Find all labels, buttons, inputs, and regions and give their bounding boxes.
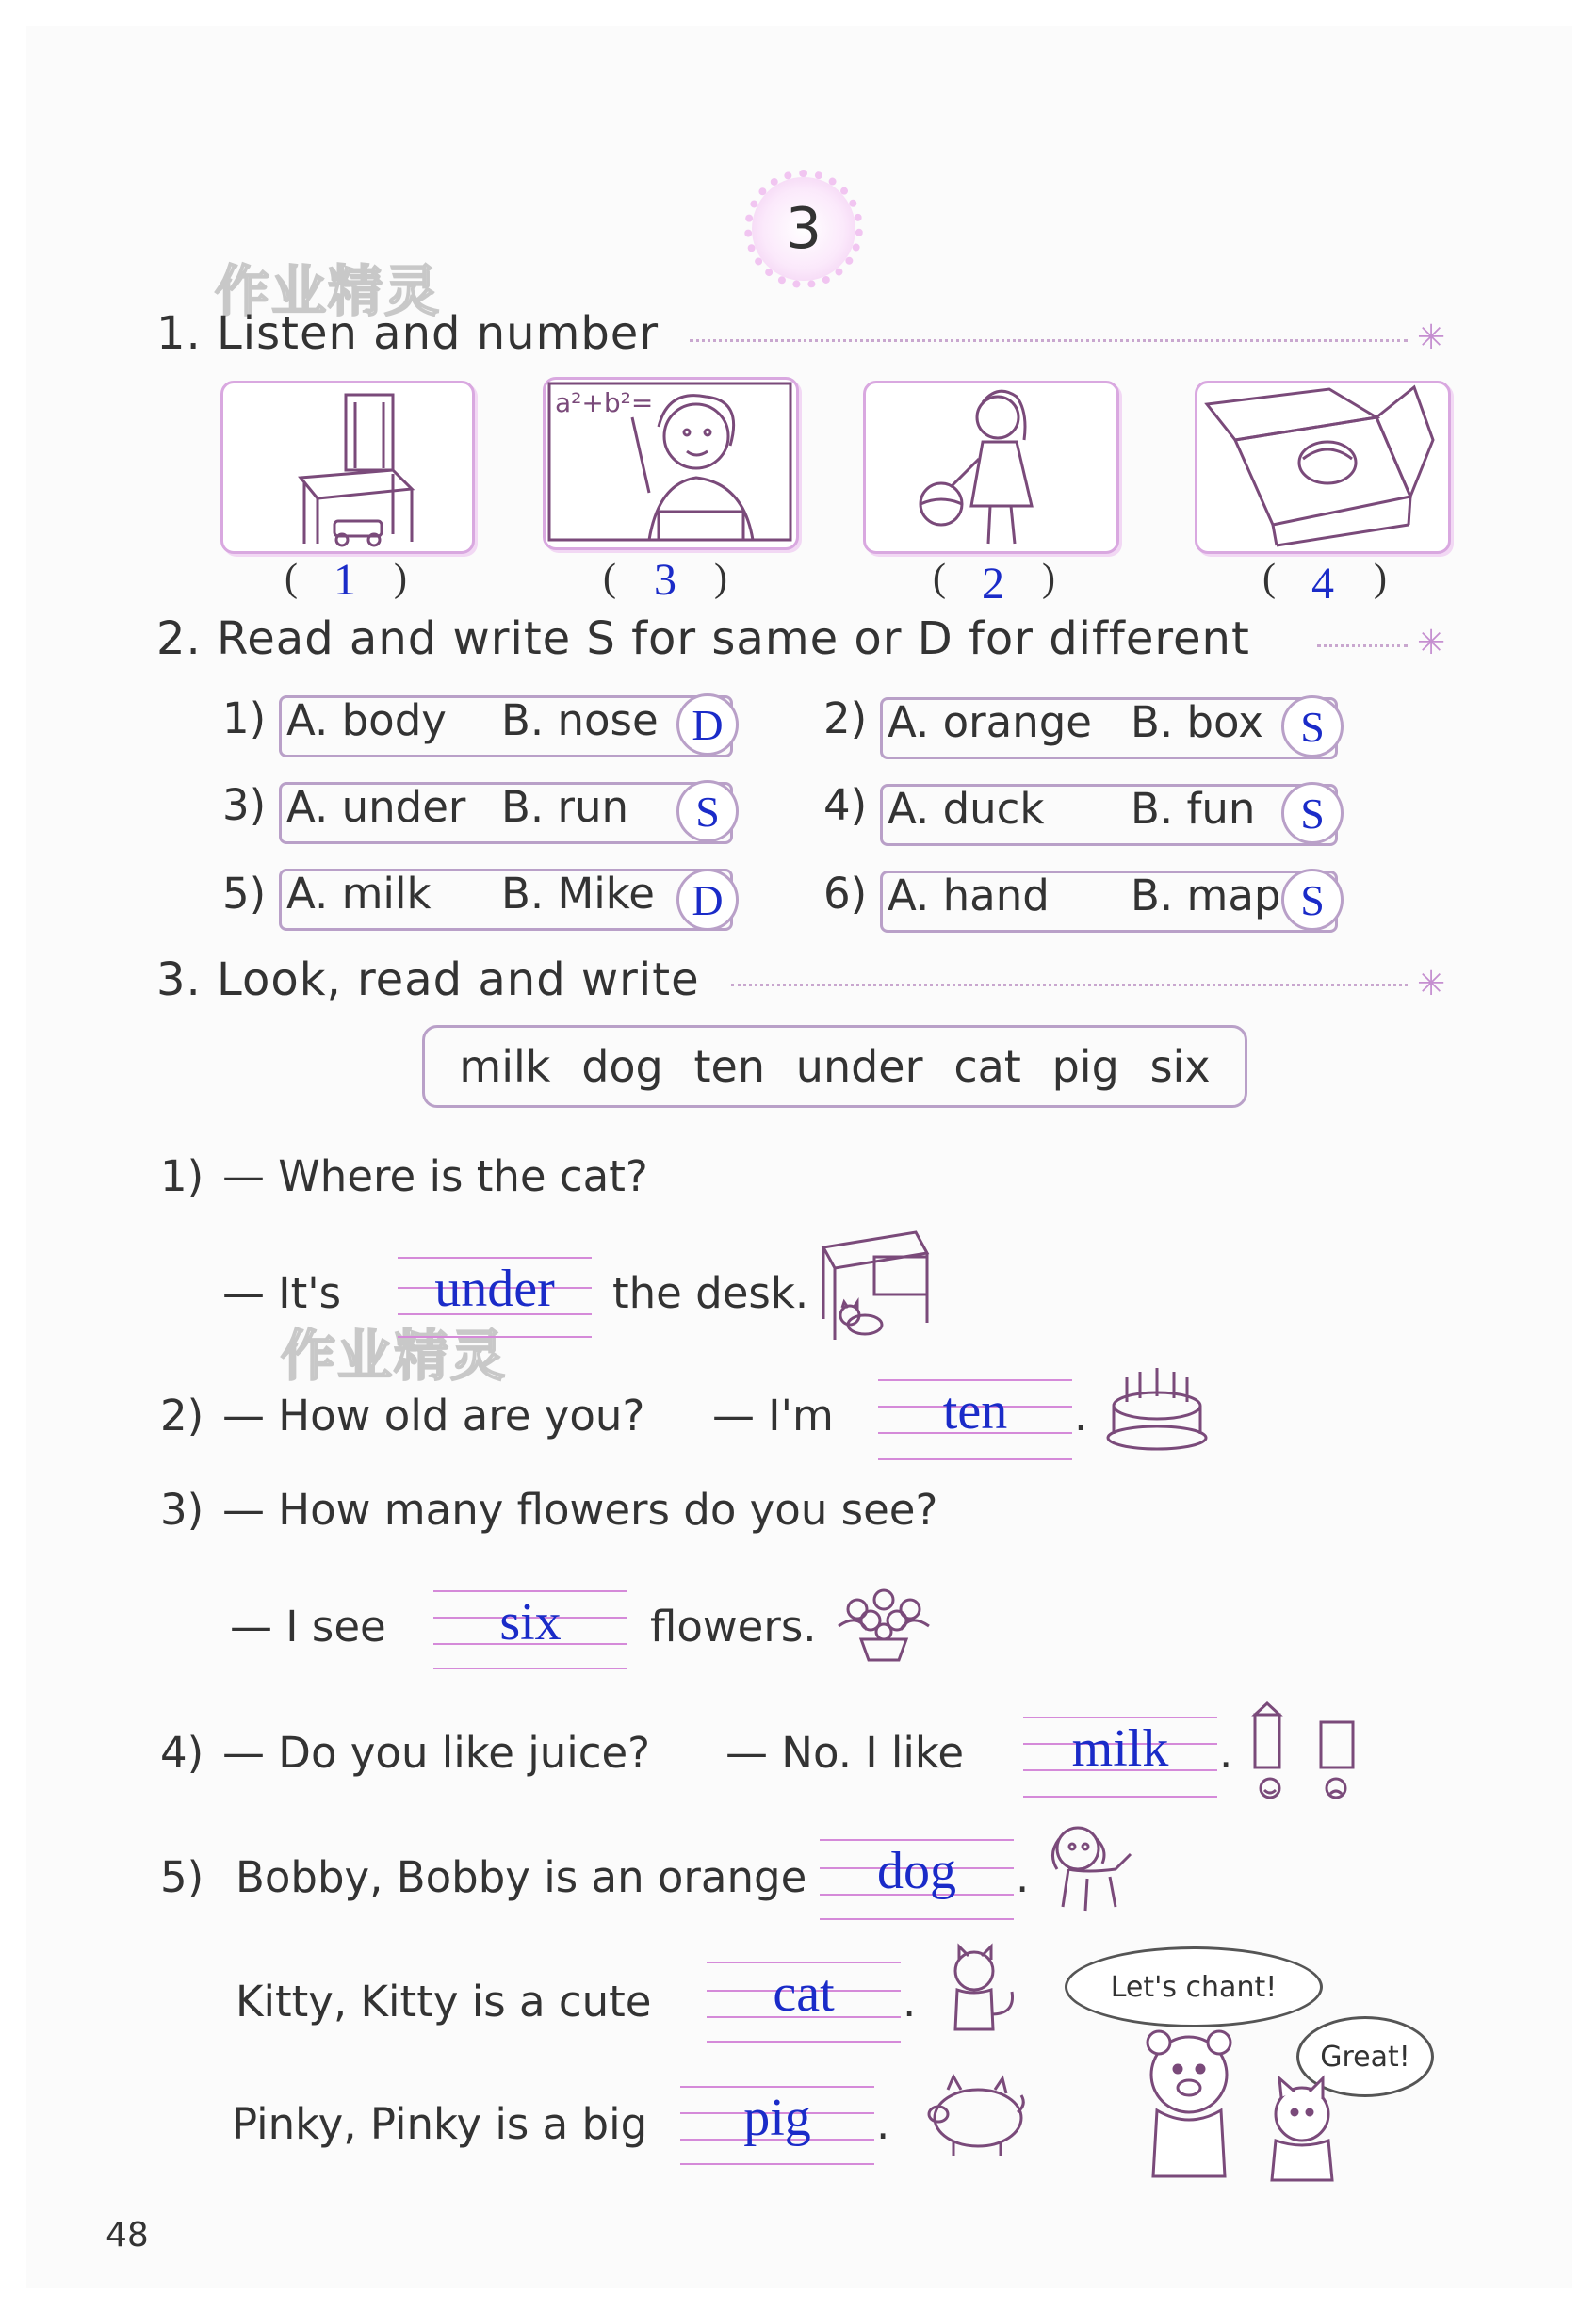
paren-close: )	[714, 557, 727, 600]
cat-icon	[936, 1939, 1031, 2043]
chair-picture	[220, 381, 475, 554]
mascots-picture	[1134, 2026, 1379, 2190]
teacher-picture	[543, 377, 799, 550]
question-number: 1)	[160, 1151, 204, 1201]
paren-open: (	[603, 557, 616, 600]
pig-icon	[916, 2067, 1029, 2161]
question-number: 5)	[160, 1852, 204, 1902]
item-number: 2)	[823, 693, 868, 743]
choice-b: B. map	[1131, 871, 1281, 920]
chant-line-2: Kitty, Kitty is a cute	[236, 1977, 652, 2027]
paren-open: (	[285, 557, 298, 600]
divider-dots	[690, 339, 1408, 342]
answer-blank: milk	[1071, 1719, 1169, 1778]
answer-circle: S	[676, 780, 739, 842]
answer-circle: S	[1281, 695, 1344, 757]
cake-picture	[1104, 1359, 1210, 1457]
word-bank-item: ten	[693, 1041, 766, 1092]
choice-b: B. Mike	[501, 869, 655, 919]
question-number: 4)	[160, 1728, 204, 1778]
star-icon: ✳	[1417, 318, 1446, 357]
bear-mascot-icon	[1134, 2026, 1379, 2186]
speech-bubble-chant: Let's chant!	[1065, 1946, 1323, 2027]
box-picture	[1195, 381, 1451, 554]
answer-picture-4: 4	[1311, 559, 1334, 609]
answer-circle: S	[1281, 782, 1344, 844]
answer-circle: S	[1281, 869, 1344, 931]
choice-b: B. box	[1131, 697, 1263, 747]
section-1-title: 1. Listen and number	[156, 307, 660, 360]
chair-icon	[223, 383, 472, 551]
answer-blank: dog	[877, 1842, 956, 1900]
word-bank-item: dog	[581, 1041, 663, 1092]
answer-blank: pig	[743, 2089, 811, 2147]
choice-a: A. duck	[888, 784, 1045, 834]
paren-close: )	[394, 557, 407, 600]
star-icon: ✳	[1417, 624, 1446, 662]
writing-line	[433, 1668, 627, 1669]
writing-line	[707, 2041, 901, 2043]
answer-prefix: — I'm	[712, 1391, 834, 1441]
unit-badge	[752, 177, 855, 281]
milk-juice-picture	[1249, 1701, 1362, 1809]
answer-suffix: the desk.	[612, 1268, 809, 1318]
answer-circle: D	[676, 693, 739, 756]
choice-a: A. body	[286, 695, 447, 745]
divider-dots	[1317, 644, 1408, 647]
word-bank-item: pig	[1051, 1041, 1119, 1092]
birthday-cake-icon	[1104, 1359, 1210, 1453]
choice-a: A. hand	[888, 871, 1050, 920]
choice-b: B. run	[501, 782, 629, 832]
writing-line	[398, 1336, 592, 1338]
item-number: 4)	[823, 780, 868, 830]
choice-a: A. milk	[286, 869, 432, 919]
choice-b: B. nose	[501, 695, 659, 745]
item-number: 3)	[222, 780, 267, 830]
paren-open: (	[1262, 557, 1276, 600]
dog-icon	[1040, 1816, 1144, 1920]
writing-line	[680, 2163, 874, 2165]
word-bank-item: cat	[953, 1041, 1021, 1092]
answer-circle: D	[676, 869, 739, 931]
answer-prefix: — It's	[222, 1268, 342, 1318]
item-number: 1)	[222, 693, 267, 743]
cat-picture	[936, 1939, 1031, 2046]
choice-a: A. under	[286, 782, 466, 832]
answer-picture-3: 2	[982, 559, 1004, 609]
word-bank-item: milk	[459, 1041, 551, 1092]
answer-picture-1: 1	[334, 555, 356, 605]
question-text: — How many flowers do you see?	[222, 1485, 938, 1535]
section-3-title: 3. Look, read and write	[156, 953, 700, 1006]
teacher-icon	[546, 380, 796, 547]
question-number: 3)	[160, 1485, 204, 1535]
answer-suffix: .	[903, 1977, 917, 2027]
answer-suffix: .	[876, 2099, 890, 2149]
page-number: 48	[106, 2216, 149, 2255]
answer-blank: cat	[773, 1964, 835, 2023]
star-icon: ✳	[1417, 965, 1446, 1003]
answer-blank: ten	[942, 1382, 1008, 1441]
chant-line-1: Bobby, Bobby is an orange	[236, 1852, 807, 1902]
paren-close: )	[1374, 557, 1387, 600]
watermark: 作业精灵	[281, 1324, 508, 1388]
item-number: 5)	[222, 869, 267, 919]
svg-text:a²+b²=: a²+b²=	[555, 387, 654, 418]
answer-prefix: — No. I like	[725, 1728, 965, 1778]
milk-juice-icon	[1249, 1701, 1362, 1805]
divider-dots	[731, 984, 1408, 986]
desk-icon	[818, 1229, 931, 1351]
choice-b: B. fun	[1131, 784, 1256, 834]
item-number: 6)	[823, 869, 868, 919]
answer-blank: under	[434, 1260, 555, 1318]
paren-close: )	[1042, 557, 1055, 600]
writing-line	[878, 1458, 1072, 1460]
question-number: 2)	[160, 1391, 204, 1441]
box-icon	[1197, 383, 1448, 551]
flowers-picture	[829, 1585, 938, 1668]
choice-a: A. orange	[888, 697, 1092, 747]
flowers-icon	[829, 1585, 938, 1664]
dog-picture	[1040, 1816, 1144, 1924]
answer-prefix: — I see	[230, 1602, 386, 1652]
section-2-title: 2. Read and write S for same or D for different	[156, 612, 1250, 665]
question-text: — Where is the cat?	[222, 1151, 648, 1201]
answer-suffix: .	[1219, 1728, 1233, 1778]
unit-number: 3	[785, 196, 822, 262]
answer-suffix: flowers.	[650, 1602, 817, 1652]
answer-blank: six	[499, 1593, 562, 1652]
pig-picture	[916, 2067, 1029, 2165]
watermark: 作业精灵	[215, 259, 442, 323]
speech-bubble-great: Great!	[1296, 2016, 1434, 2097]
writing-line	[820, 1918, 1014, 1920]
word-bank	[422, 1025, 1247, 1108]
word-bank-item: six	[1149, 1041, 1211, 1092]
answer-suffix: .	[1016, 1852, 1030, 1902]
girl-ball-picture	[863, 381, 1119, 554]
answer-picture-2: 3	[654, 555, 676, 605]
word-bank-item: under	[795, 1041, 923, 1092]
girl-ball-icon	[866, 383, 1116, 551]
chant-line-3: Pinky, Pinky is a big	[232, 2099, 648, 2149]
question-text: — Do you like juice?	[222, 1728, 651, 1778]
answer-suffix: .	[1074, 1391, 1088, 1441]
writing-line	[1023, 1796, 1217, 1798]
desk-cat-picture	[818, 1229, 931, 1355]
question-text: — How old are you?	[222, 1391, 645, 1441]
paren-open: (	[933, 557, 946, 600]
